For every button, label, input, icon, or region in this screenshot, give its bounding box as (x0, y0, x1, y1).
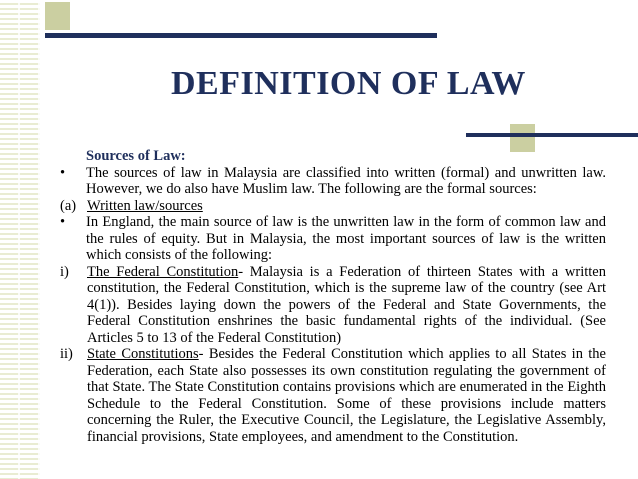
bullet-text: In England, the main source of law is the unwritten law in the form of common law and the rules of equity. But in Malaysia, the most important sources of law is the written which consists of the following: (86, 214, 606, 263)
state-constitutions-label: State Constitutions (87, 346, 199, 362)
list-marker: i) (60, 263, 69, 280)
list-item-state-constitutions (60, 346, 606, 445)
section-item-written-law (60, 198, 606, 215)
list-marker: ii) (60, 346, 73, 362)
federal-constitution-label: The Federal Constitution (87, 263, 239, 280)
slide-body (60, 148, 606, 445)
bullet-item-classification (60, 165, 606, 198)
bullet-marker: • (60, 164, 66, 181)
title-rule-right (466, 133, 638, 137)
sources-heading: Sources of Law: (86, 148, 186, 164)
slide-title: DEFINITION OF LAW (171, 65, 526, 102)
bullet-text: The sources of law in Malaysia are classified into written (formal) and unwritten law. However, we do also have Muslim law. The following are the formal sources: (86, 164, 606, 197)
section-marker: (a) (60, 197, 77, 214)
bullet-marker: • (60, 214, 66, 230)
list-text (87, 264, 606, 347)
decorative-block-top (45, 2, 70, 30)
state-constitutions-text: - Besides the Federal Constitution which applies to all States in the Federation, each State also possesses its own constitution regulating the government of that State. The State Constitution contains provisions which are enumerated in the Eighth Schedule to the Federal Constitution. Some of these provisions include matters concerning the Ruler, the Executive Council, the Legislature, the Legislative Assembly, financial provisions, State employees, and amendment to the Constitution. (87, 346, 606, 445)
title-rule-top (45, 33, 437, 38)
list-text (87, 346, 606, 445)
section-heading-written-law: Written law/sources (87, 197, 203, 214)
federal-constitution-text: - Malaysia is a Federation of thirteen States with a written constitution, the Federal Constitution, which is the supreme law of the country (see Art 4(1)). Besides laying down the powers of the Federal and State Governments, the Federal Constitution enshrines the basic fundamental rights of the individual. (See Articles 5 to 13 of the Federal Constitution) (87, 263, 606, 346)
bullet-item-england (60, 214, 606, 264)
decorative-stripes-grid (0, 0, 40, 479)
list-item-federal-constitution (60, 264, 606, 347)
